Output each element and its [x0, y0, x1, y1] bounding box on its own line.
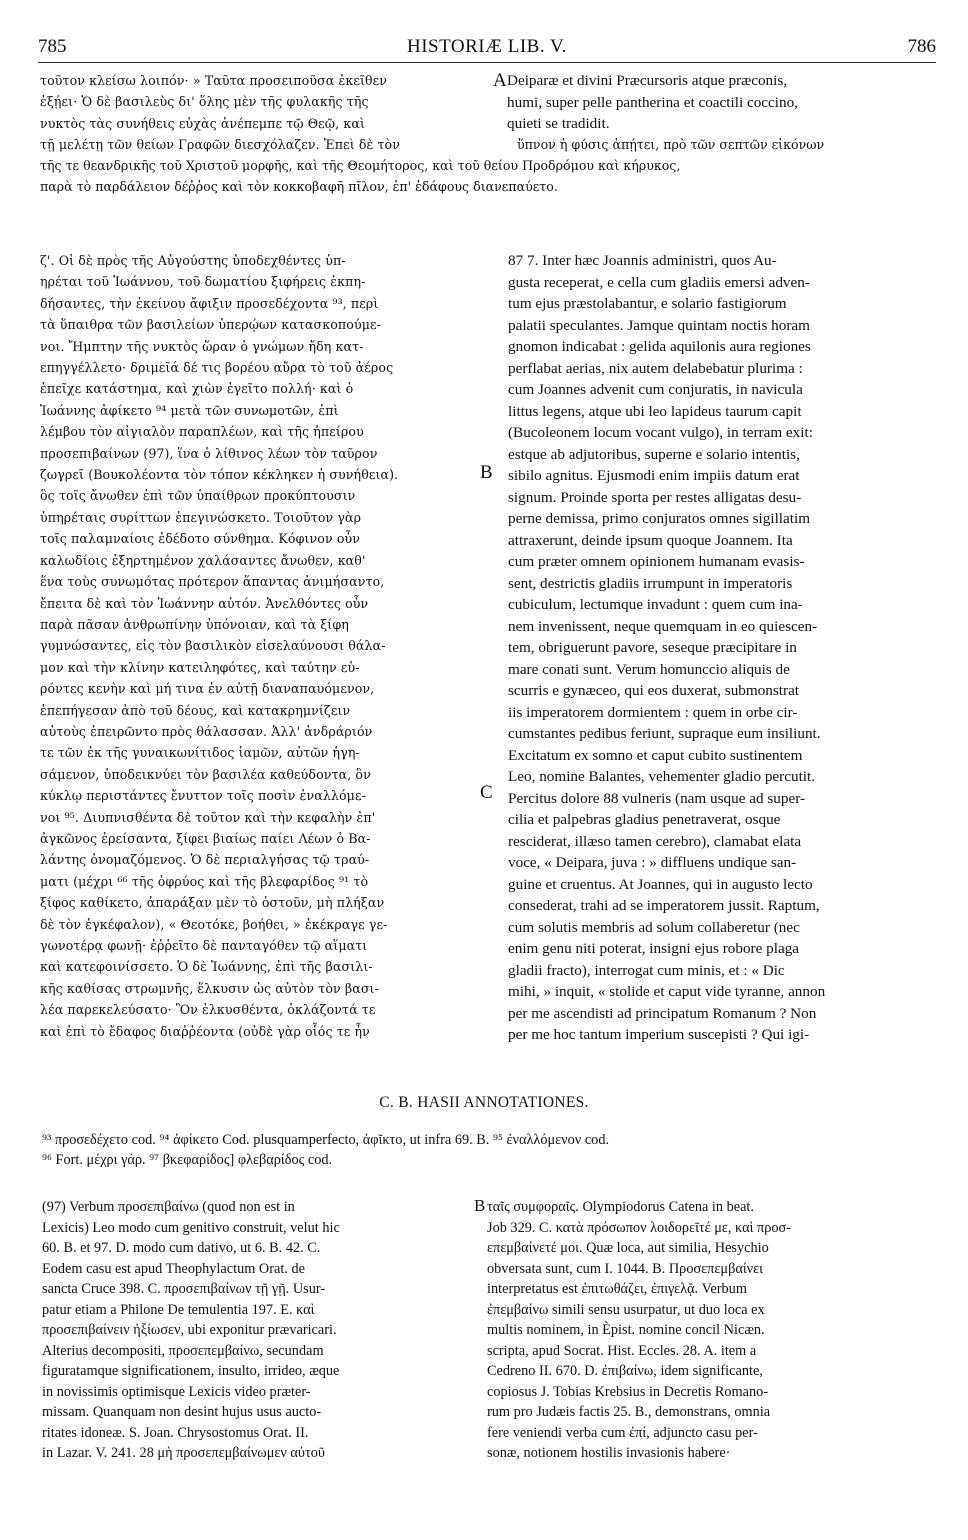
text-line: Excitatum ex somno et caput cubito sustinentem: [508, 746, 803, 764]
text-line: τοῖς παλαμναίοις ἐδέδοτο σύνθημα. Κόφινον οὖν: [40, 531, 361, 547]
text-line: γωνοτέρᾳ φωνῇ· ἐῤῥεῖτο δὲ πανταγόθεν τῷ αἵματι: [40, 938, 368, 953]
section-marker-c: C: [480, 782, 493, 803]
text-line: patur etiam a Philone De temulentia 197. E. καὶ: [42, 1301, 315, 1318]
text-line: fere veniendi verba cum ἐπί, adjuncto casu per-: [487, 1424, 758, 1441]
text-line: cubiculum, lectumque invadunt : quem cum ina-: [508, 596, 803, 613]
text-line: cilia et palpebras gladius penetraverat, osque: [508, 811, 781, 828]
text-line: Percitus dolore 88 vulneris (nam usque ad super-: [508, 789, 806, 807]
text-line: littus legens, atque ubi leo lapideus taurum capit: [508, 402, 802, 420]
text-line: αὐτοὺς ἐπειρῶντο πρὸς θάλασσαν. Ἀλλ' ἀνδράριόν: [40, 723, 373, 739]
text-line: κύκλῳ περιστάντες ἔνυττον τοῖς ποσὶν ἐναλλόμε-: [40, 788, 366, 804]
greek-span-line: ὕπνον ἡ φύσις ἀπῄτει, πρὸ τῶν σεπτῶν εἰκόνων: [517, 137, 825, 152]
text-line: scurris e gynæceo, qui eos duxerat, submonstrat: [508, 682, 800, 699]
annotations-right-column: [487, 1197, 932, 1464]
text-line: voce, « Deipara, juva : » diffluens undique san-: [508, 854, 797, 871]
text-line: resciderat, illæso tamen cerebro), clamabat elata: [508, 832, 802, 850]
text-line: ξίφος καθίκετο, ἀπαράξαν μὲν τὸ ὀστοῦν, μὴ πλήξαν: [40, 895, 385, 911]
text-line: in novissimis optimisque Lexicis video præter-: [42, 1383, 311, 1400]
text-line: gnomon indicabat : gelida aquilonis aura regiones: [508, 338, 811, 355]
text-line: gladii fracto), interrogat cum minis, et : « Dic: [508, 961, 785, 979]
text-line: tum ejus præstolabantur, e solario fastigiorum: [508, 295, 787, 312]
codex-note-line: ⁹³ προσεδέχετο cod. ⁹⁴ ἀφίκετο Cod. plusquamperfecto, ἀφῖκτο, ut infra 69. B. ⁹⁵ ἐναλλόμενον cod.: [42, 1132, 610, 1148]
text-line: επηγγέλλετο· δριμεῖά δέ τις βορέου αὔρα τὸ τοῦ ἀέρος: [40, 360, 394, 376]
text-line: quieti se tradidit.: [507, 115, 610, 132]
section-marker-a: A: [493, 70, 507, 91]
text-line: 60. B. et 97. D. modo cum dativo, ut 6. B. 42. C.: [42, 1240, 321, 1256]
text-line: enim genu niti poterat, insigni ejus robore plaga: [508, 940, 800, 957]
text-line: cum Joannes advenit cum conjuratis, in navicula: [508, 381, 803, 398]
text-line: γυμνώσαντες, εἰς τὸν βασιλικὸν εἰσελαύνουσι θάλα-: [40, 638, 386, 654]
text-line: missam. Quanquam non desint hujus usus aucto-: [42, 1404, 322, 1420]
codex-note-line: ⁹⁶ Fort. μέχρι γάρ. ⁹⁷ βκεφαρίδος] φλεβαρίδος cod.: [42, 1152, 333, 1168]
text-line: in Lazar. V. 241. 28 μὴ προσεπεμβαίνωμεν αὐτοῦ: [42, 1445, 325, 1461]
text-line: νοι. Ἤμπτην τῆς νυκτὸς ὥραν ὁ γνώμων ἤδη κατ-: [40, 338, 364, 354]
text-line: cum præter omnem opinionem humanam evasis-: [508, 553, 805, 570]
latin-column-main: [508, 250, 938, 1046]
text-line: νυκτὸς τὰς συνήθεις εὐχὰς ἀνέπεμπε τῷ Θεῷ, καὶ: [40, 115, 365, 131]
greek-column-top: [40, 70, 490, 156]
text-line: nem invenissent, neque quemquam in eo quiescen-: [508, 617, 818, 635]
running-title: HISTORIÆ LIB. V.: [406, 36, 568, 57]
text-line: Deiparæ et divini Præcursoris atque præconis,: [507, 72, 788, 89]
text-line: ἐξῄει· Ὁ δὲ βασιλεὺς δι' ὅλης μὲν τῆς φυλακῆς τῆς: [40, 94, 369, 110]
text-line: cum solutis membris ad solum collaberetur (nec: [508, 918, 800, 936]
text-line: 87 7. Inter hæc Joannis administri, quos Au-: [508, 252, 777, 269]
text-line: λέα παρεκελεύσατο· Ὃν ἑλκυσθέντα, ὀκλάζοντά τε: [40, 1002, 376, 1018]
text-line: Alterius decompositi, προσεπεμβαίνω, secundam: [42, 1342, 324, 1359]
text-line: consederat, trahi ad se imperatorem jussit. Raptum,: [508, 897, 820, 914]
text-line: ἐπεμβαίνω simili sensu usurpatur, ut duo loca ex: [487, 1301, 765, 1318]
text-line: Job 329. C. κατὰ πρόσωπον λοιδορεῖτέ με, καὶ προσ-: [487, 1219, 792, 1236]
text-line: (97) Verbum προσεπιβαίνω (quod non est in: [42, 1199, 295, 1215]
text-line: mare conati sunt. Verum homunccio aliquis de: [508, 660, 790, 678]
text-line: copiosus J. Tobias Krebsius in Decretis Romano-: [487, 1383, 769, 1400]
text-line: λάντης ὀνομαζόμενος. Ὁ δὲ περιαλγήσας τῷ τραύ-: [40, 852, 370, 868]
text-line: figuratamque significationem, insulto, irrideo, æque: [42, 1363, 340, 1379]
text-line: καὶ ἐπὶ τὸ ἔδαφος διαῤῥέοντα (οὐδὲ γὰρ οἷός τε ἦν: [40, 1023, 370, 1039]
greek-span-line: παρὰ τὸ παρδάλειον δέῤῥος καὶ τὸν κοκκοβαφῆ πῖλον, ἐπ' ἐδάφους διανεπαύετο.: [40, 179, 558, 194]
text-line: signum. Proinde sporta per restes alligatas desu-: [508, 488, 802, 506]
text-line: παρὰ πᾶσαν ἀνθρωπίνην ὑπόνοιαν, καὶ τὰ ξίφη: [40, 616, 349, 632]
text-line: καὶ κατεφοινίσσετο. Ὁ δὲ Ἰωάννης, ἐπὶ τῆς βασιλι-: [40, 959, 373, 975]
annotations-title: C. B. HASII ANNOTATIONES.: [379, 1094, 589, 1111]
text-line: ὃς τοῖς ἄνωθεν ἐπὶ τῶν ὑπαίθρων προκύπτουσιν: [40, 488, 356, 504]
text-line: iis imperatorem dormientem : quem in orbe cir-: [508, 703, 798, 721]
text-line: estque ab adjutoribus, superne e solario intentis,: [508, 445, 800, 463]
text-line: per me hoc tantum imperium suscepisti ? Qui igi-: [508, 1026, 810, 1043]
header-rule: [38, 62, 936, 63]
text-line: κῆς καθίσας στρωμνῆς, ἕλκυσιν ὡς αὐτὸν τὸν βασι-: [40, 980, 379, 996]
text-line: τῇ μελέτῃ τῶν θείων Γραφῶν διεσχόλαζεν. Ἐπεὶ δὲ τὸν: [40, 137, 400, 153]
text-line: Eodem casu est apud Theophylactum Orat. de: [42, 1260, 305, 1277]
text-line: τὰ ὕπαιθρα τῶν βασιλείων ὑπερῴων κατασκοπούμε-: [40, 317, 381, 333]
page-number-right: 786: [907, 36, 936, 57]
text-line: ἀγκῶνος ἐρείσαντα, ξίφει βιαίως παίει Λέων ὁ Βα-: [40, 830, 371, 846]
text-line: tem, obriguerunt pavore, seseque præcipitare in: [508, 639, 797, 656]
latin-column-top: [507, 70, 937, 135]
text-line: ζωγρεῖ (Βουκολέοντα τὸν τόπον κέκληκεν ἡ συνήθεια).: [40, 467, 399, 483]
text-line: δήσαντες, τὴν ἐκείνου ἄφιξιν προσεδέχοντα ⁹³, περὶ: [40, 295, 379, 311]
text-line: sancta Cruce 398. C. προσεπιβαίνων τῇ γῇ. Usur-: [42, 1281, 326, 1297]
text-line: μον καὶ τὴν κλίνην κατειληφότες, καὶ ταύτην εὑ-: [40, 659, 360, 675]
text-line: προσεπιβαίνειν ἠξίωσεν, ubi exponitur prævaricari.: [42, 1322, 337, 1338]
text-line: humi, super pelle pantherina et coactili coccino,: [507, 93, 798, 111]
text-line: (Bucoleonem locum vocant vulgo), in terram exit:: [508, 424, 813, 441]
page-number-left: 785: [38, 36, 67, 57]
text-line: scripta, apud Socrat. Hist. Eccles. 28. A. item a: [487, 1342, 757, 1359]
text-line: ρόντες κενὴν καὶ μή τινα ἐν αὐτῇ διαναπαυόμενον,: [40, 681, 375, 697]
greek-span-line: τῆς τε θεανδρικῆς τοῦ Χριστοῦ μορφῆς, καὶ τῆς Θεομήτορος, καὶ τοῦ θείου Προδρόμου καὶ κήρυκος,: [40, 158, 681, 173]
text-line: Lexicis) Leo modo cum genitivo construit, velut hic: [42, 1219, 340, 1236]
text-line: ἐπεῖχε κατάστημα, καὶ χιὼν ἐγεῖτο πολλή· καὶ ὁ: [40, 381, 354, 397]
text-line: palatii speculantes. Jamque quintam noctis horam: [508, 316, 810, 334]
text-line: ὑπηρέταις συρίττων ἐπεγινώσκετο. Τοιοῦτον γὰρ: [40, 509, 362, 525]
text-line: σάμενον, ὑποδεικνύει τὸν βασιλέα καθεύδοντα, ὃν: [40, 766, 371, 782]
text-line: επεμβαίνετέ μοι. Quæ loca, aut similia, Hesychio: [487, 1240, 769, 1256]
text-line: perne demissa, primo conjuratos omnes sigillatim: [508, 510, 811, 527]
text-line: ἐπεπήγεσαν ἀπὸ τοῦ δέους, καὶ κατακρημνίζειν: [40, 702, 351, 718]
text-line: ritates idoneæ. S. Joan. Chrysostomus Orat. II.: [42, 1424, 309, 1441]
text-line: multis nominem, in Èpist. nomine concil Nicæn.: [487, 1322, 765, 1338]
text-line: τε τῶν ἐκ τῆς γυναικωνίτιδος ἰαμῶν, αὐτῶν ἡγη-: [40, 745, 360, 761]
text-line: ταῖς συμφοραῖς. Olympiodorus Catena in beat.: [487, 1199, 754, 1215]
text-line: καλωδίοις ἐξηρτημένον χαλάσαντες ἄνωθεν, καθ': [40, 552, 366, 568]
text-line: cumstantes pedibus feriunt, supraque eum insiliunt.: [508, 725, 821, 742]
text-line: δὲ τὸν ἐγκέφαλον), « Θεοτόκε, βοήθει, » ἐκέκραγε γε-: [40, 916, 388, 932]
text-line: ματι (μέχρι ⁶⁶ τῆς ὀφρύος καὶ τῆς βλεφαρίδος ⁹¹ τὸ: [40, 873, 369, 889]
text-line: sent, destrictis gladiis irrumpunt in imperatoris: [508, 574, 793, 592]
text-line: Cedreno II. 670. D. ἐπιβαίνω, idem significante,: [487, 1363, 763, 1379]
text-line: ζ'. Οἱ δὲ πρὸς τῆς Αὐγούστης ὑποδεχθέντες ὑπ-: [40, 253, 346, 268]
text-line: προσεπιβαίνων (97), ἵνα ὁ λίθινος λέων τὸν ταῦρον: [40, 445, 378, 461]
text-line: guine et cruentus. At Joannes, qui in augusto lecto: [508, 875, 813, 893]
text-line: τοῦτον κλείσω λοιπόν· » Ταῦτα προσειποῦσα ἐκεῖθεν: [40, 73, 388, 88]
text-line: Ἰωάννης ἀφίκετο ⁹⁴ μετὰ τῶν συνωμοτῶν, ἐπὶ: [40, 402, 339, 418]
text-line: per me ascendisti ad principatum Romanum ? Non: [508, 1004, 817, 1022]
text-line: ἕνα τοὺς συνωμότας πρότερον ἅπαντας ἀνιμήσαντο,: [40, 574, 385, 590]
text-line: rum pro Judæis factis 25. B., demonstrans, omnia: [487, 1404, 771, 1420]
text-line: mihi, » inquit, « stolide et caput vide tyranne, annon: [508, 983, 826, 1000]
text-line: sibilo agnitus. Ejusmodi enim impiis datum erat: [508, 467, 800, 484]
text-line: perflabat aerias, nix autem delabebatur plurima :: [508, 359, 803, 377]
text-line: attraxerunt, deinde ipsum quoque Joannem. Ita: [508, 531, 793, 549]
annotations-left-column: [42, 1197, 472, 1464]
text-line: obversata sunt, cum I. 1044. B. Προσεπεμβαίνει: [487, 1260, 763, 1277]
running-header: [38, 36, 936, 60]
text-line: interpretatus est ἐπιτωθάζει, ἐπιγελᾷ. Verbum: [487, 1281, 747, 1297]
section-marker-b-notes: B: [474, 1196, 486, 1215]
text-line: gusta receperat, e cella cum gladiis emersi adven-: [508, 273, 810, 291]
text-line: ἔπειτα δὲ καὶ τὸν Ἰωάννην αὐτόν. Ἀνελθόντες οὖν: [40, 595, 369, 611]
text-line: λέμβου τὸν αἰγιαλὸν παραπλέων, καὶ τῆς ἠπείρου: [40, 424, 364, 440]
text-line: sonæ, notionem hostilis invasionis habere·: [487, 1445, 731, 1461]
text-line: ηρέται τοῦ Ἰωάννου, τοῦ δωματίου ξιφήρεις ἐκπη-: [40, 274, 366, 290]
text-line: Leo, nomine Balantes, vehementer gladio percutit.: [508, 768, 816, 785]
section-marker-b: B: [480, 462, 493, 483]
greek-column-main: [40, 250, 490, 1042]
text-line: νοι ⁹⁵. Διυπνισθέντα δὲ τοῦτον καὶ τὴν κεφαλὴν ἐπ': [40, 809, 376, 825]
